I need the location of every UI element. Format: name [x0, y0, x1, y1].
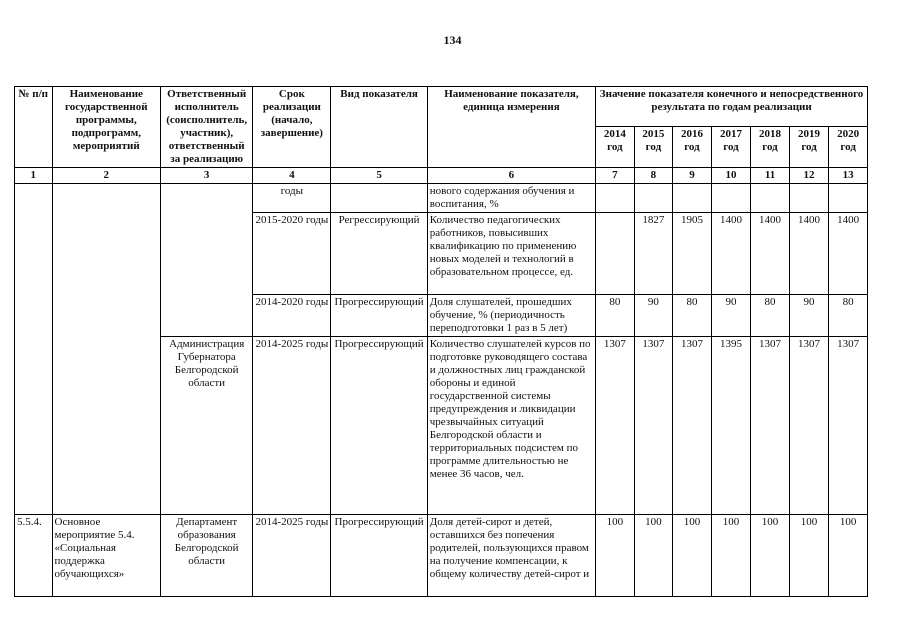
- cell-indicator-name: Количество педагогических работников, повысивших квалификацию по применению новых моделей и технологий в образовательном процессе, ед.: [427, 213, 595, 295]
- header-year: 2020 год: [829, 127, 868, 168]
- cell-value: [673, 184, 712, 213]
- indicators-table: [14, 86, 868, 597]
- cell-indicator-name: нового содержания обучения и воспитания, %: [427, 184, 595, 213]
- cell-program-name: [52, 184, 161, 337]
- cell-indicator-name: Доля детей-сирот и детей, оставшихся без попечения родителей, пользующихся правом на получение компенсации, к общему количеству детей-сирот и: [427, 515, 595, 597]
- header-year: 2015 год: [634, 127, 673, 168]
- cell-value: 100: [634, 515, 673, 597]
- cell-value: 1400: [789, 213, 829, 295]
- cell-responsible: [161, 184, 253, 337]
- cell-number: [15, 184, 53, 337]
- cell-value: 90: [634, 295, 673, 337]
- cell-value: 90: [711, 295, 751, 337]
- cell-value: 80: [673, 295, 712, 337]
- header-year: 2019 год: [789, 127, 829, 168]
- cell-indicator-type: [331, 184, 427, 213]
- page-number: 134: [443, 33, 462, 47]
- header-indicator-name: Наименование показателя, единица измерения: [427, 87, 595, 168]
- cell-term: 2014-2020 годы: [253, 295, 331, 337]
- cell-indicator-name: Количество слушателей курсов по подготовке руководящего состава и должностных лиц гражданской обороны и единой государственной системы предупреждения и ликвидации чрезвычайных ситуаций Белгородской области и территориальных подсистем по программе длительностью не менее 36 часов, чел.: [427, 337, 595, 515]
- header-year: 2018 год: [751, 127, 790, 168]
- header-values: Значение показателя конечного и непосредственного результата по годам реализации: [596, 87, 868, 127]
- cell-term: годы: [253, 184, 331, 213]
- column-number: 3: [161, 168, 253, 184]
- cell-value: [751, 184, 790, 213]
- cell-value: 1307: [751, 337, 790, 515]
- header-year: 2016 год: [673, 127, 712, 168]
- header-number: № п/п: [15, 87, 53, 168]
- cell-value: 100: [751, 515, 790, 597]
- cell-indicator-type: Прогрессирующий: [331, 337, 427, 515]
- header-year: 2014 год: [596, 127, 635, 168]
- cell-term: 2014-2025 годы: [253, 515, 331, 597]
- cell-program-name: [52, 337, 161, 515]
- column-number: 9: [673, 168, 712, 184]
- cell-value: [596, 184, 635, 213]
- cell-term: 2014-2025 годы: [253, 337, 331, 515]
- column-number: 8: [634, 168, 673, 184]
- cell-value: 90: [789, 295, 829, 337]
- cell-value: 100: [673, 515, 712, 597]
- cell-value: 1400: [751, 213, 790, 295]
- cell-indicator-type: Прогрессирующий: [331, 515, 427, 597]
- header-indicator-type: Вид показателя: [331, 87, 427, 168]
- header-responsible: Ответственный исполнитель (соисполнитель, участник), ответственный за реализацию: [161, 87, 253, 168]
- column-number: 1: [15, 168, 53, 184]
- cell-value: 80: [596, 295, 635, 337]
- column-number: 2: [52, 168, 161, 184]
- cell-term: 2015-2020 годы: [253, 213, 331, 295]
- cell-number: 5.5.4.: [15, 515, 53, 597]
- cell-responsible: Администрация Губернатора Белгородской области: [161, 337, 253, 515]
- cell-indicator-name: Доля слушателей, прошедших обучение, % (периодичность переподготовки 1 раз в 5 лет): [427, 295, 595, 337]
- column-number: 10: [711, 168, 751, 184]
- header-program-name: Наименование государственной программы, подпрограмм, мероприятий: [52, 87, 161, 168]
- cell-value: 100: [789, 515, 829, 597]
- cell-value: 80: [751, 295, 790, 337]
- cell-value: 1395: [711, 337, 751, 515]
- table-row: [15, 184, 868, 213]
- cell-value: 1307: [673, 337, 712, 515]
- cell-value: 1307: [596, 337, 635, 515]
- cell-value: 1307: [634, 337, 673, 515]
- cell-value: 1307: [789, 337, 829, 515]
- cell-responsible: Департамент образования Белгородской области: [161, 515, 253, 597]
- column-number: 13: [829, 168, 868, 184]
- table-row: [15, 515, 868, 597]
- cell-value: 1827: [634, 213, 673, 295]
- cell-value: [829, 184, 868, 213]
- column-number: 4: [253, 168, 331, 184]
- table-row: [15, 337, 868, 515]
- cell-value: [711, 184, 751, 213]
- cell-value: 1400: [829, 213, 868, 295]
- cell-value: 80: [829, 295, 868, 337]
- cell-value: 100: [829, 515, 868, 597]
- cell-value: 1307: [829, 337, 868, 515]
- cell-indicator-type: Регрессирующий: [331, 213, 427, 295]
- cell-program-name: Основное мероприятие 5.4. «Социальная поддержка обучающихся»: [52, 515, 161, 597]
- cell-indicator-type: Прогрессирующий: [331, 295, 427, 337]
- column-number: 6: [427, 168, 595, 184]
- cell-number: [15, 337, 53, 515]
- cell-value: [789, 184, 829, 213]
- cell-value: 100: [711, 515, 751, 597]
- cell-value: [634, 184, 673, 213]
- cell-value: [596, 213, 635, 295]
- column-number: 7: [596, 168, 635, 184]
- column-number: 5: [331, 168, 427, 184]
- cell-value: 1400: [711, 213, 751, 295]
- column-number: 12: [789, 168, 829, 184]
- column-number: 11: [751, 168, 790, 184]
- header-term: Срок реализации (начало, завершение): [253, 87, 331, 168]
- cell-value: 1905: [673, 213, 712, 295]
- header-year: 2017 год: [711, 127, 751, 168]
- cell-value: 100: [596, 515, 635, 597]
